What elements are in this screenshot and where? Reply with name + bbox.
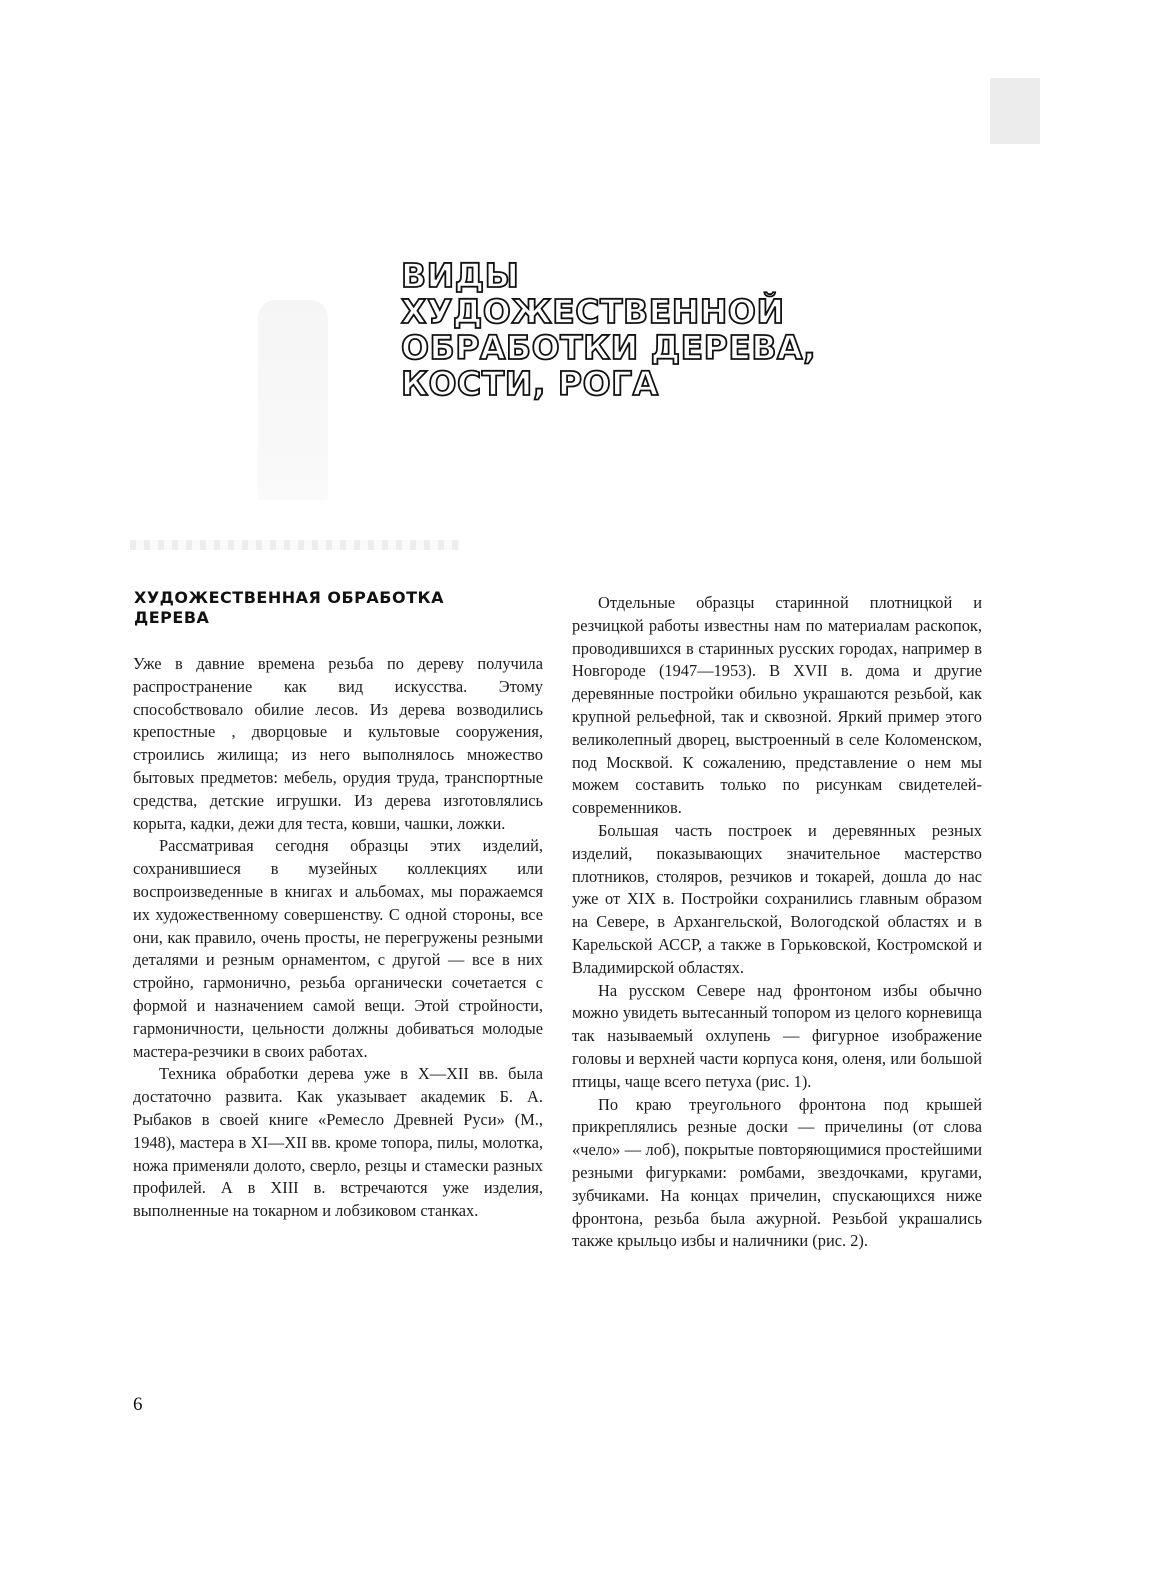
paragraph: На русском Севере над фронтоном избы обычно можно увидеть вытесанный топором из целого корневища так называемый охлупень — фигурное изображение головы и верхней части корпуса коня, оленя, или большой птицы, чаще всего петуха (рис. 1). [572, 980, 982, 1091]
faded-ornament-strip [130, 540, 460, 550]
chapter-title-line: ВИДЫ [401, 256, 520, 295]
chapter-title [401, 258, 816, 402]
left-column [133, 653, 543, 1223]
paragraph: Большая часть построек и деревянных резных изделий, показывающих значительное мастерство плотников, столяров, резчиков и токарей, дошла до нас уже от XIX в. Постройки сохранились главным образом на Севере, в Архангельской, Вологодской областях и в Карельской АССР, а также в Горьковской, Костромской и Владимирской областях. [572, 820, 982, 977]
right-column [572, 592, 982, 1253]
section-heading-line: ХУДОЖЕСТВЕННАЯ ОБРАБОТКА [134, 588, 444, 607]
faded-illustration [258, 300, 328, 500]
scan-shadow [990, 78, 1040, 144]
chapter-title-line: ОБРАБОТКИ ДЕРЕВА, [401, 328, 817, 367]
section-heading [134, 588, 494, 628]
section-heading-line: ДЕРЕВА [134, 608, 210, 627]
paragraph: Отдельные образцы старинной плотницкой и резчицкой работы известны нам по материалам раскопок, проводившихся в старинных русских городах, например в Новгороде (1947—1953). В XVII в. дома и другие деревянные постройки обильно украшаются резьбой, как крупной рельефной, так и сквозной. Яркий пример этого великолепный дворец, выстроенный в селе Коломенском, под Москвой. К сожалению, представление о нем мы можем составить только по рисункам свидетелей-современников. [572, 593, 982, 818]
paragraph: По краю треугольного фронтона под крышей прикреплялись резные доски — причелины (от слова «чело» — лоб), покрытые повторяющимися простейшими резными фигурками: ромбами, звездочками, кругами, зубчиками. На концах причелин, спускающихся ниже фронтона, резьба была ажурной. Резьбой украшались также крыльцо избы и наличники (рис. 2). [572, 1094, 982, 1251]
chapter-title-line: ХУДОЖЕСТВЕННОЙ [401, 292, 785, 331]
chapter-title-line: КОСТИ, РОГА [401, 364, 659, 403]
page-number: 6 [133, 1394, 143, 1415]
paragraph: Уже в давние времена резьба по дереву получила распространение как вид искусства. Этому способствовало обилие лесов. Из дерева возводились крепостные , дворцовые и культовые сооружения, строились жилища; из него выполнялось множество бытовых предметов: мебель, орудия труда, транспортные средства, детские игрушки. Из дерева изготовлялись корыта, кадки, дежи для теста, ковши, чашки, ложки. [133, 654, 543, 833]
paragraph: Техника обработки дерева уже в X—XII вв. была достаточно развита. Как указывает академик Б. А. Рыбаков в своей книге «Ремесло Древней Руси» (М., 1948), мастера в XI—XII вв. кроме топора, пилы, молотка, ножа применяли долото, сверло, резцы и стамески разных профилей. А в XIII в. встречаются уже изделия, выполненные на токарном и лобзиковом станках. [133, 1064, 543, 1221]
paragraph: Рассматривая сегодня образцы этих изделий, сохранившиеся в музейных коллекциях или воспроизведенные в книгах и альбомах, мы поражаемся их художественному совершенству. С одной стороны, все они, как правило, очень просты, не перегружены резными деталями и резным орнаментом, с другой — все в них стройно, гармонично, резьба органически сочетается с формой и назначением самой вещи. Этой стройности, гармоничности, цельности должны добиваться молодые мастера-резчики в своих работах. [133, 836, 543, 1061]
